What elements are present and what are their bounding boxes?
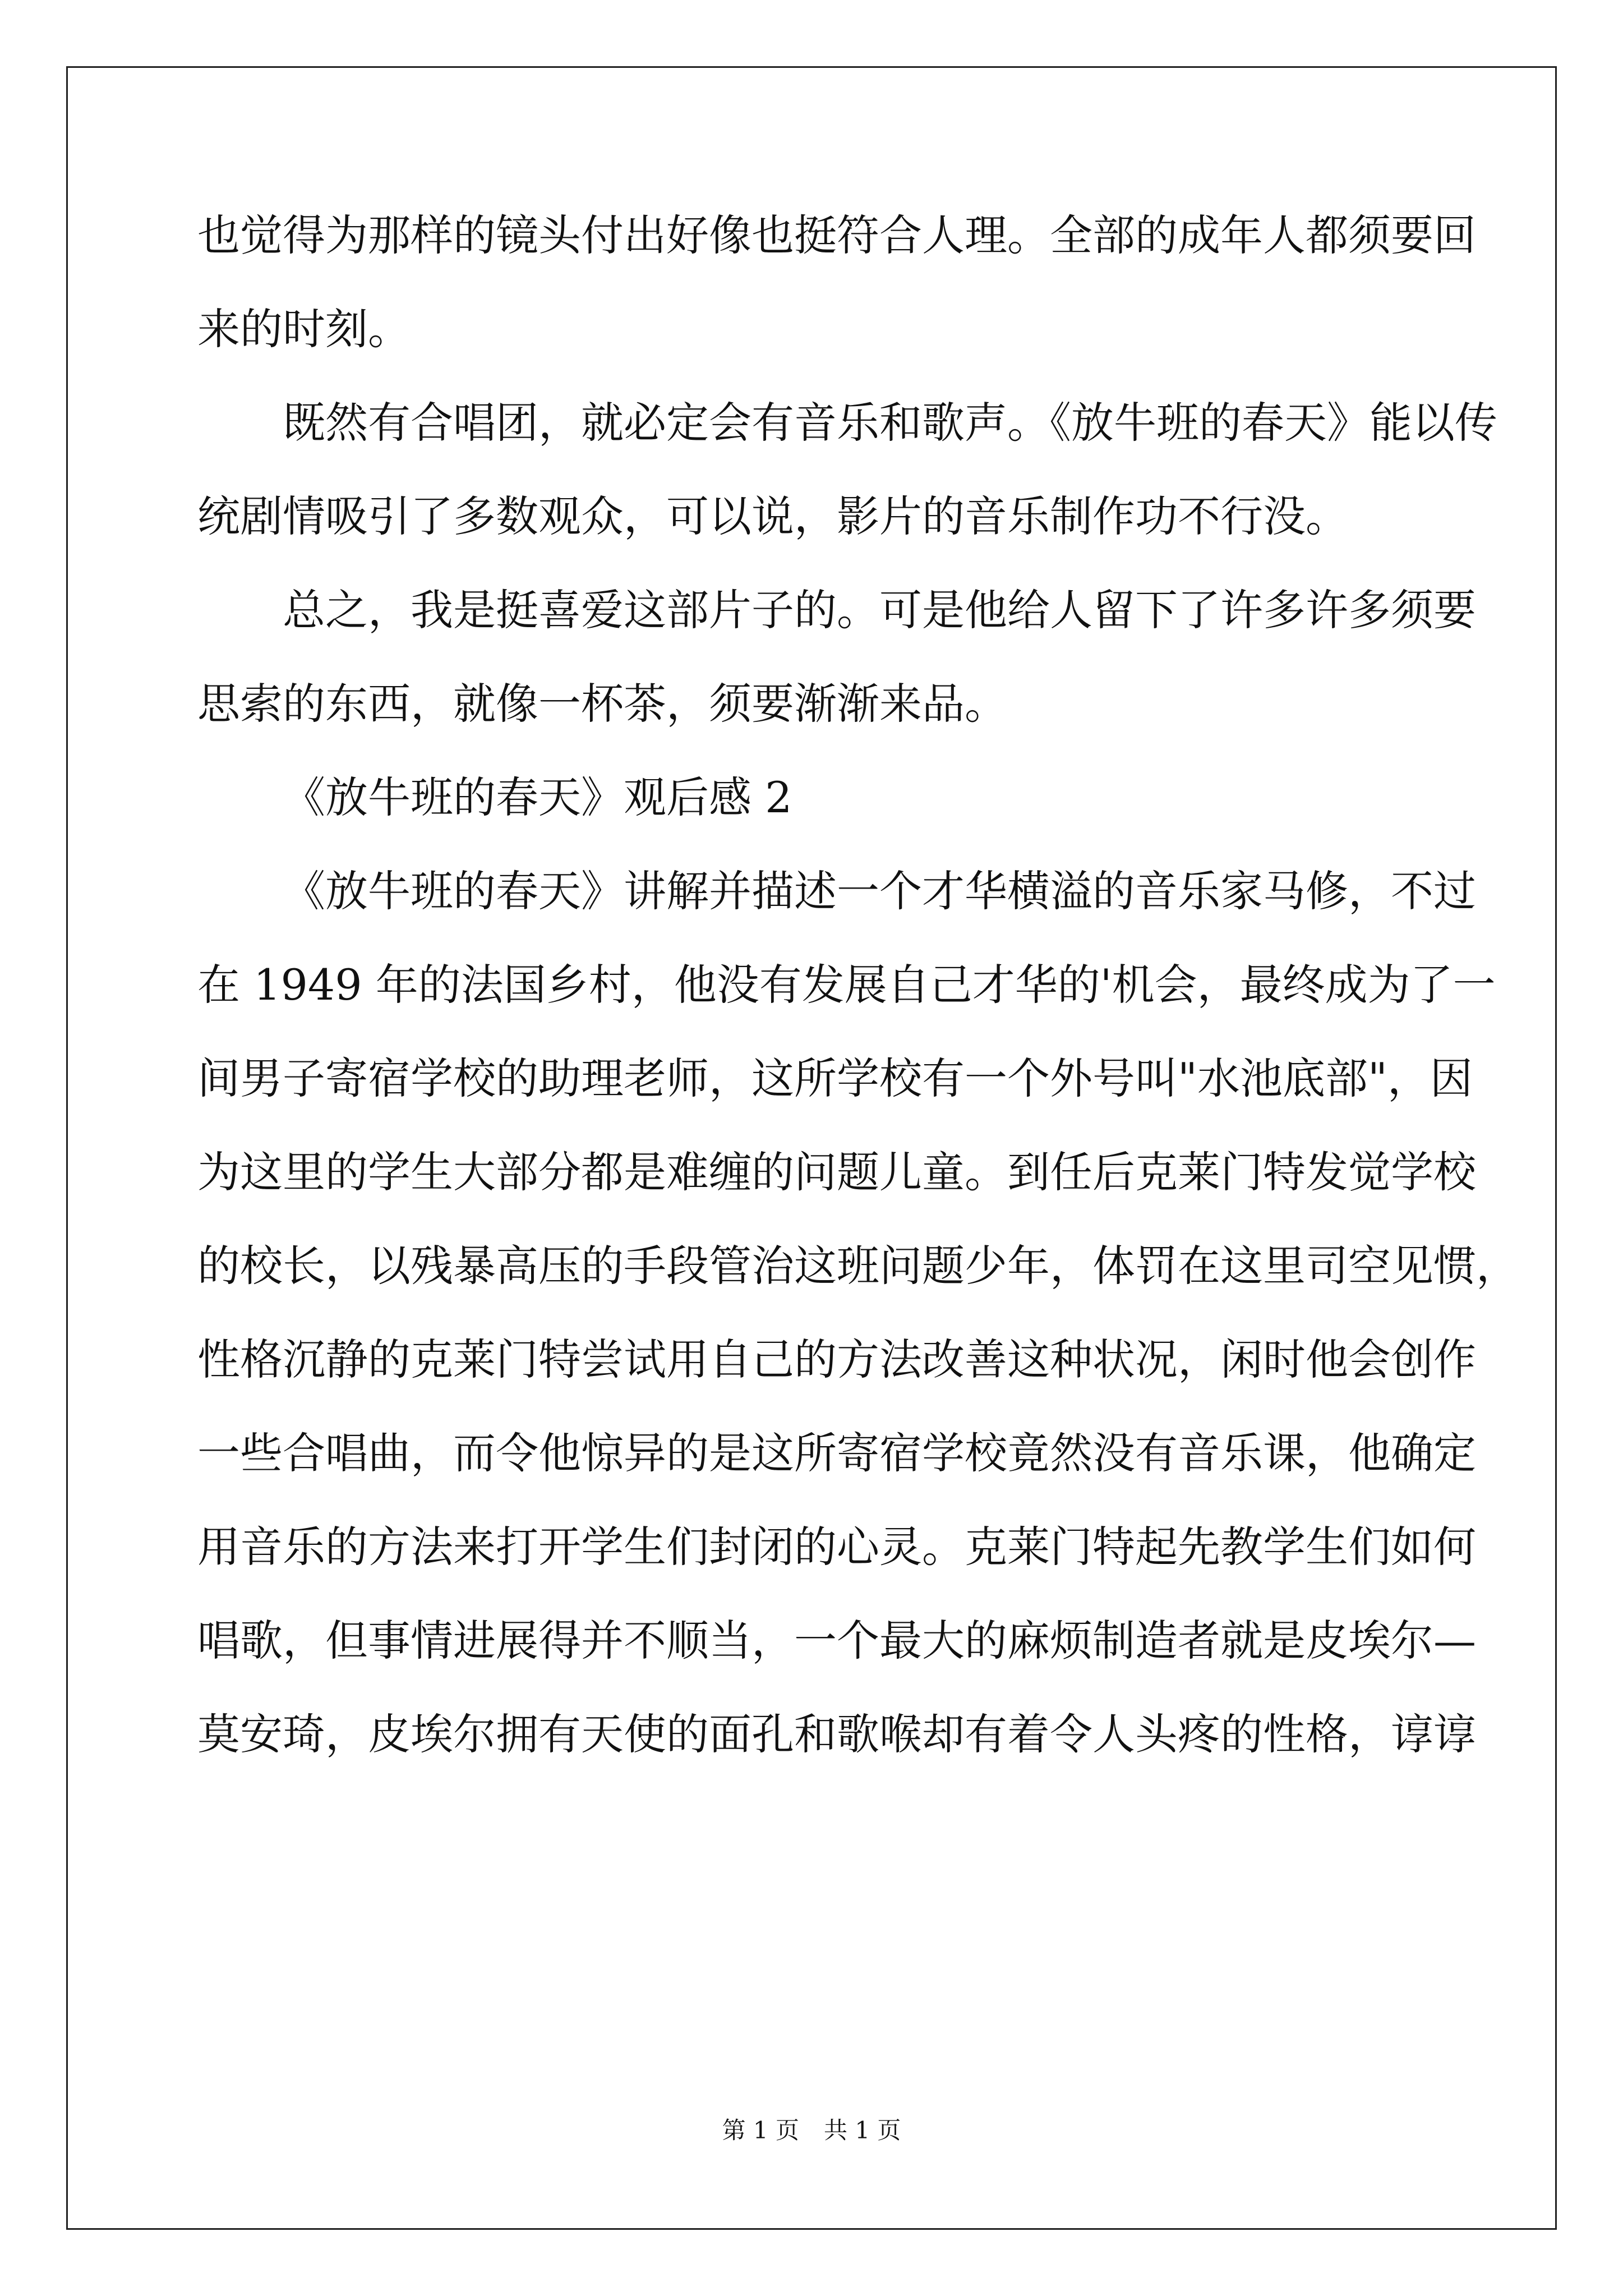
text-line: 《放牛班的春天》讲解并描述一个才华横溢的音乐家马修，不过: [283, 866, 1476, 916]
text-line: 一些合唱曲，而令他惊异的是这所寄宿学校竟然没有音乐课，他确定: [197, 1428, 1476, 1478]
text-line: 在 1949 年的法国乡村，他没有发展自己才华的'机会，最终成为了一: [197, 960, 1496, 1010]
text-line: 思索的东西，就像一杯茶，须要渐渐来品。: [197, 679, 1007, 729]
section-heading: 《放牛班的春天》观后感 2: [283, 772, 792, 822]
text-line: 用音乐的方法来打开学生们封闭的心灵。克莱门特起先教学生们如何: [197, 1522, 1476, 1572]
text-line: 总之，我是挺喜爱这部片子的。可是他给人留下了许多许多须要: [283, 585, 1476, 635]
text-line: 统剧情吸引了多数观众，可以说，影片的音乐制作功不行没。: [197, 491, 1348, 541]
text-line: 性格沉静的克莱门特尝试用自己的方法改善这种状况，闲时他会创作: [197, 1335, 1476, 1384]
text-line: 唱歌，但事情进展得并不顺当，一个最大的麻烦制造者就是皮埃尔—: [197, 1616, 1476, 1665]
text-line: 来的时刻。: [197, 304, 411, 354]
document-body: [197, 210, 1519, 1806]
page-footer: [0, 2116, 1623, 2145]
page-number: 第 1 页: [722, 2116, 799, 2144]
text-line: 为这里的学生大部分都是难缠的问题儿童。到任后克莱门特发觉学校: [197, 1147, 1476, 1197]
text-line: 的校长，以残暴高压的手段管治这班问题少年，体罚在这里司空见惯，: [197, 1241, 1519, 1291]
text-line: 间男子寄宿学校的助理老师，这所学校有一个外号叫"水池底部"，因: [197, 1053, 1473, 1103]
text-line: 既然有合唱团，就必定会有音乐和歌声。《放牛班的春天》能以传: [283, 398, 1497, 448]
page-total: 共 1 页: [824, 2116, 901, 2144]
text-line: 也觉得为那样的镜头付出好像也挺符合人理。全部的成年人都须要回: [197, 210, 1476, 260]
text-line: 莫安琦，皮埃尔拥有天使的面孔和歌喉却有着令人头疼的性格，谆谆: [197, 1709, 1476, 1759]
